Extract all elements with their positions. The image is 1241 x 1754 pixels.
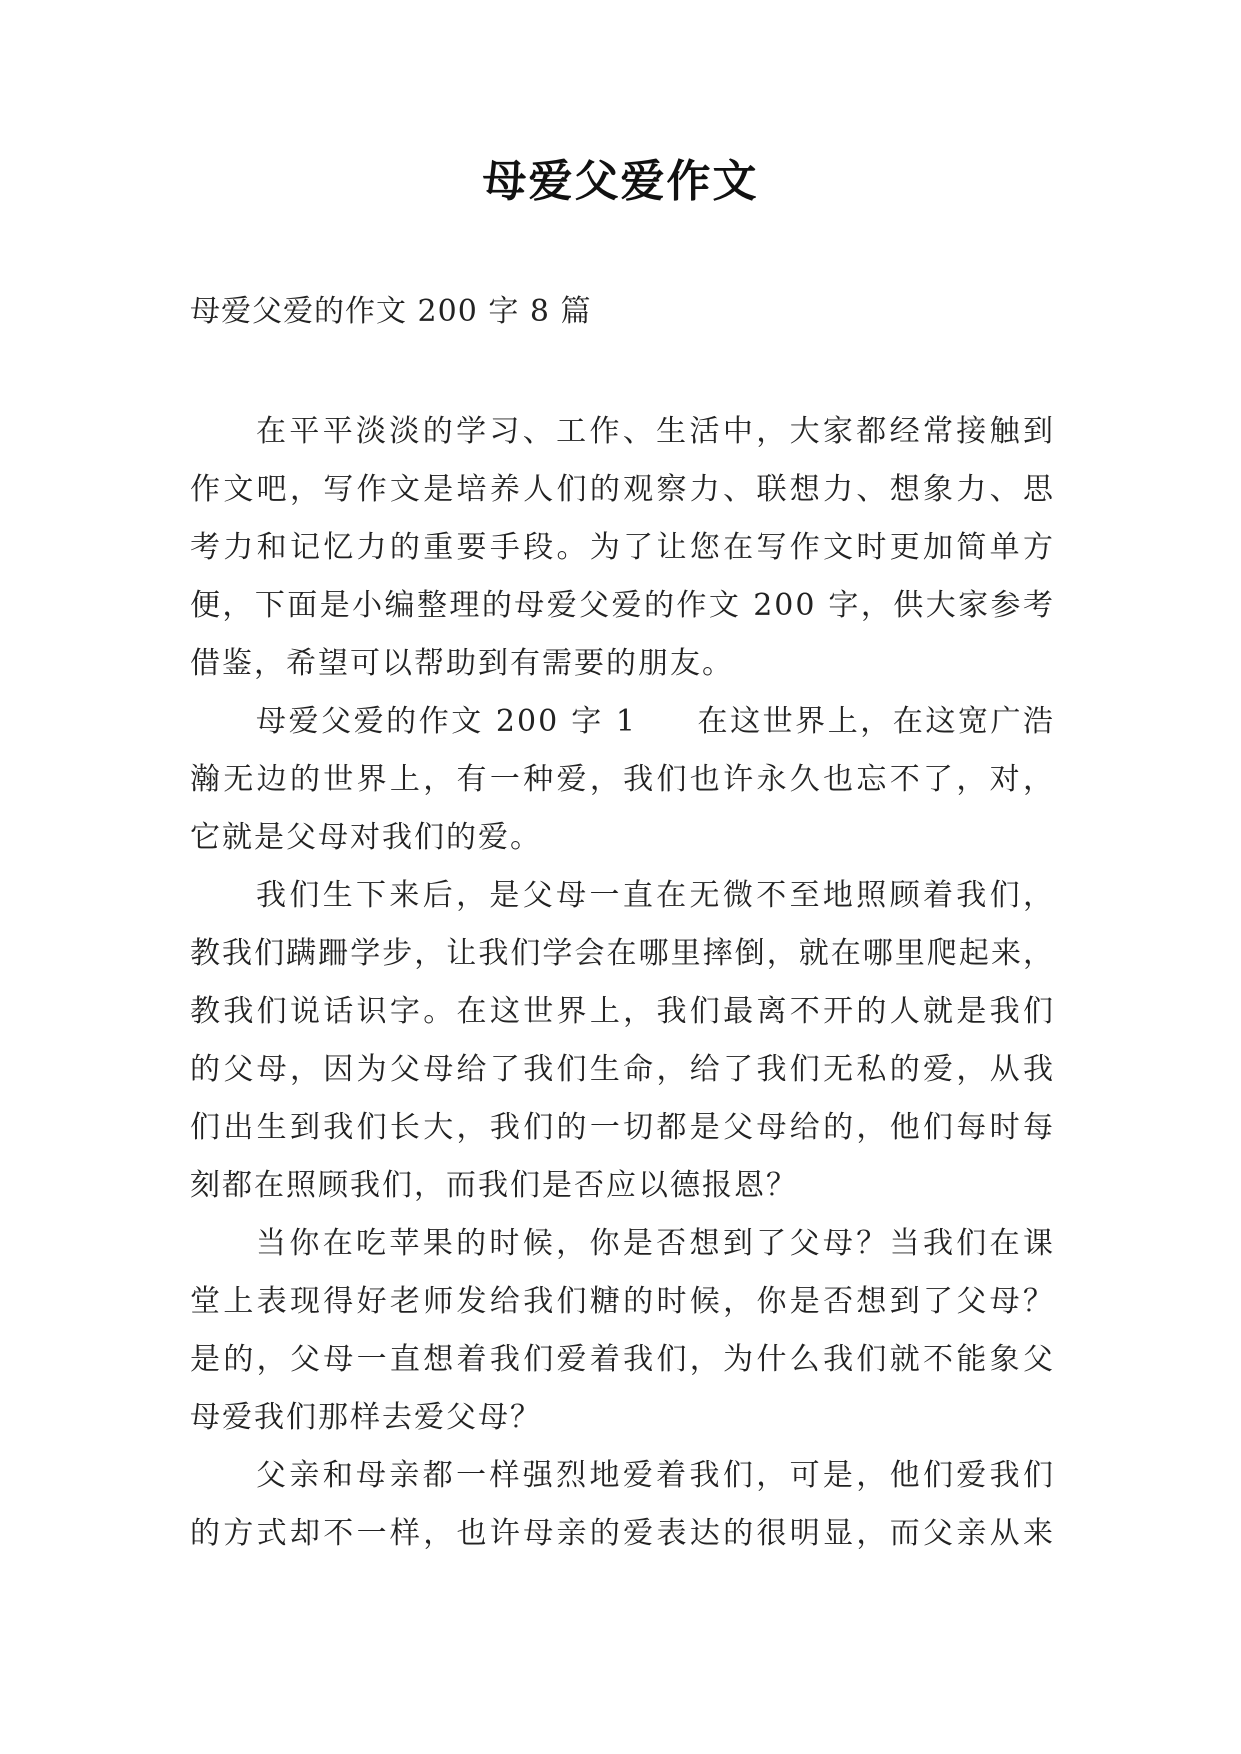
body-line: 的方式却不一样，也许母亲的爱表达的很明显，而父亲从来 [190,1516,1055,1551]
body-line: 教我们蹒跚学步，让我们学会在哪里摔倒，就在哪里爬起来， [190,936,1055,971]
document-body [190,403,1055,1563]
body-line: 当你在吃苹果的时候，你是否想到了父母？当我们在课 [256,1226,1055,1261]
body-line-essay-heading [190,693,1055,751]
document-title: 母爱父爱作文 [482,156,759,207]
body-line: 它就是父母对我们的爱。 [190,820,542,855]
body-line: 借鉴，希望可以帮助到有需要的朋友。 [190,646,734,681]
essay-first-sentence: 在这世界上，在这宽广浩 [696,704,1055,739]
body-line: 在平平淡淡的学习、工作、生活中，大家都经常接触到 [256,414,1055,449]
body-line: 作文吧，写作文是培养人们的观察力、联想力、想象力、思 [190,472,1055,507]
body-line: 父亲和母亲都一样强烈地爱着我们，可是，他们爱我们 [256,1458,1055,1493]
essay-heading: 母爱父爱的作文 200 字 1 [256,704,637,739]
body-line: 教我们说话识字。在这世界上，我们最离不开的人就是我们 [190,994,1055,1029]
body-line: 是的，父母一直想着我们爱着我们，为什么我们就不能象父 [190,1342,1055,1377]
body-line: 堂上表现得好老师发给我们糖的时候，你是否想到了父母？ [190,1284,1055,1319]
body-line: 瀚无边的世界上，有一种爱，我们也许永久也忘不了，对， [190,762,1055,797]
body-line: 考力和记忆力的重要手段。为了让您在写作文时更加简单方 [190,530,1055,565]
document-subtitle: 母爱父爱的作文 200 字 8 篇 [190,294,592,329]
body-line: 便，下面是小编整理的母爱父爱的作文 200 字，供大家参考 [190,588,1055,623]
body-line: 的父母，因为父母给了我们生命，给了我们无私的爱，从我 [190,1052,1055,1087]
body-line: 母爱我们那样去爱父母？ [190,1400,542,1435]
body-line: 我们生下来后，是父母一直在无微不至地照顾着我们， [256,878,1055,913]
body-line: 刻都在照顾我们，而我们是否应以德报恩？ [190,1168,798,1203]
body-line: 们出生到我们长大，我们的一切都是父母给的，他们每时每 [190,1110,1055,1145]
